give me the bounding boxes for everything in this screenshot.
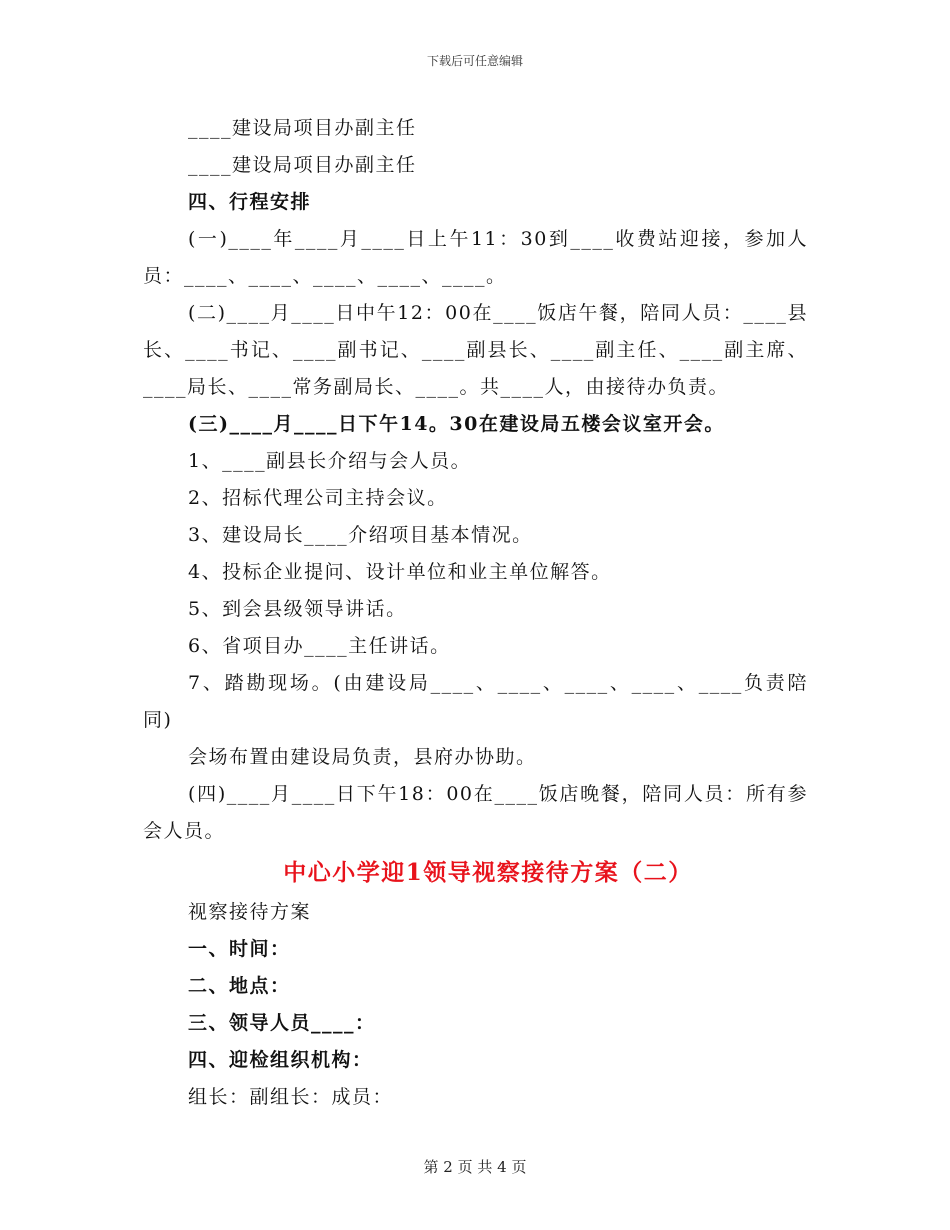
list-item: 5、到会县级领导讲话。: [188, 598, 407, 620]
section-heading: 四、迎检组织机构：: [188, 1049, 373, 1071]
section-title: 中心小学迎1领导视察接待方案（二）: [283, 859, 693, 886]
paragraph: (四)____月____日下午18：00在____饭店晚餐，陪同人员：所有参会人员。: [143, 783, 808, 842]
list-item: 4、投标企业提问、设计单位和业主单位解答。: [188, 561, 612, 583]
section-heading: (三)____月____日下午14。30在建设局五楼会议室开会。: [188, 413, 725, 435]
paragraph: (一)____年____月____日上午11：30到____收费站迎接，参加人员：____、____、____、____、____。: [143, 228, 808, 287]
section-heading: 三、领导人员____：: [188, 1012, 376, 1034]
paragraph-line: 视察接待方案: [188, 901, 312, 923]
paragraph: (二)____月____日中午12：00在____饭店午餐，陪同人员：____县长、____书记、____副书记、____副县长、____副主任、____副主席、____局长、____常务副局长、____。共____人，由接待办负责。: [143, 302, 808, 398]
paragraph-line: ____建设局项目办副主任: [188, 117, 417, 139]
list-item: 6、省项目办____主任讲话。: [188, 635, 451, 657]
list-item: 3、建设局长____介绍项目基本情况。: [188, 524, 533, 546]
paragraph-line: ____建设局项目办副主任: [188, 154, 417, 176]
list-item: 7、踏勘现场。(由建设局____、____、____、____、____负责陪同): [143, 672, 808, 731]
section-heading: 二、地点：: [188, 975, 291, 997]
section-heading: 四、行程安排: [188, 191, 312, 213]
page-header: 下载后可任意编辑: [426, 54, 523, 68]
document-body: [143, 110, 808, 1116]
section-heading: 一、时间：: [188, 938, 291, 960]
list-item: 2、招标代理公司主持会议。: [188, 487, 448, 509]
paragraph-line: 组长：副组长：成员：: [188, 1086, 394, 1108]
paragraph-line: 会场布置由建设局负责，县府办协助。: [188, 746, 537, 768]
page-footer: 第 2 页 共 4 页: [423, 1158, 527, 1176]
list-item: 1、____副县长介绍与会人员。: [188, 450, 472, 472]
